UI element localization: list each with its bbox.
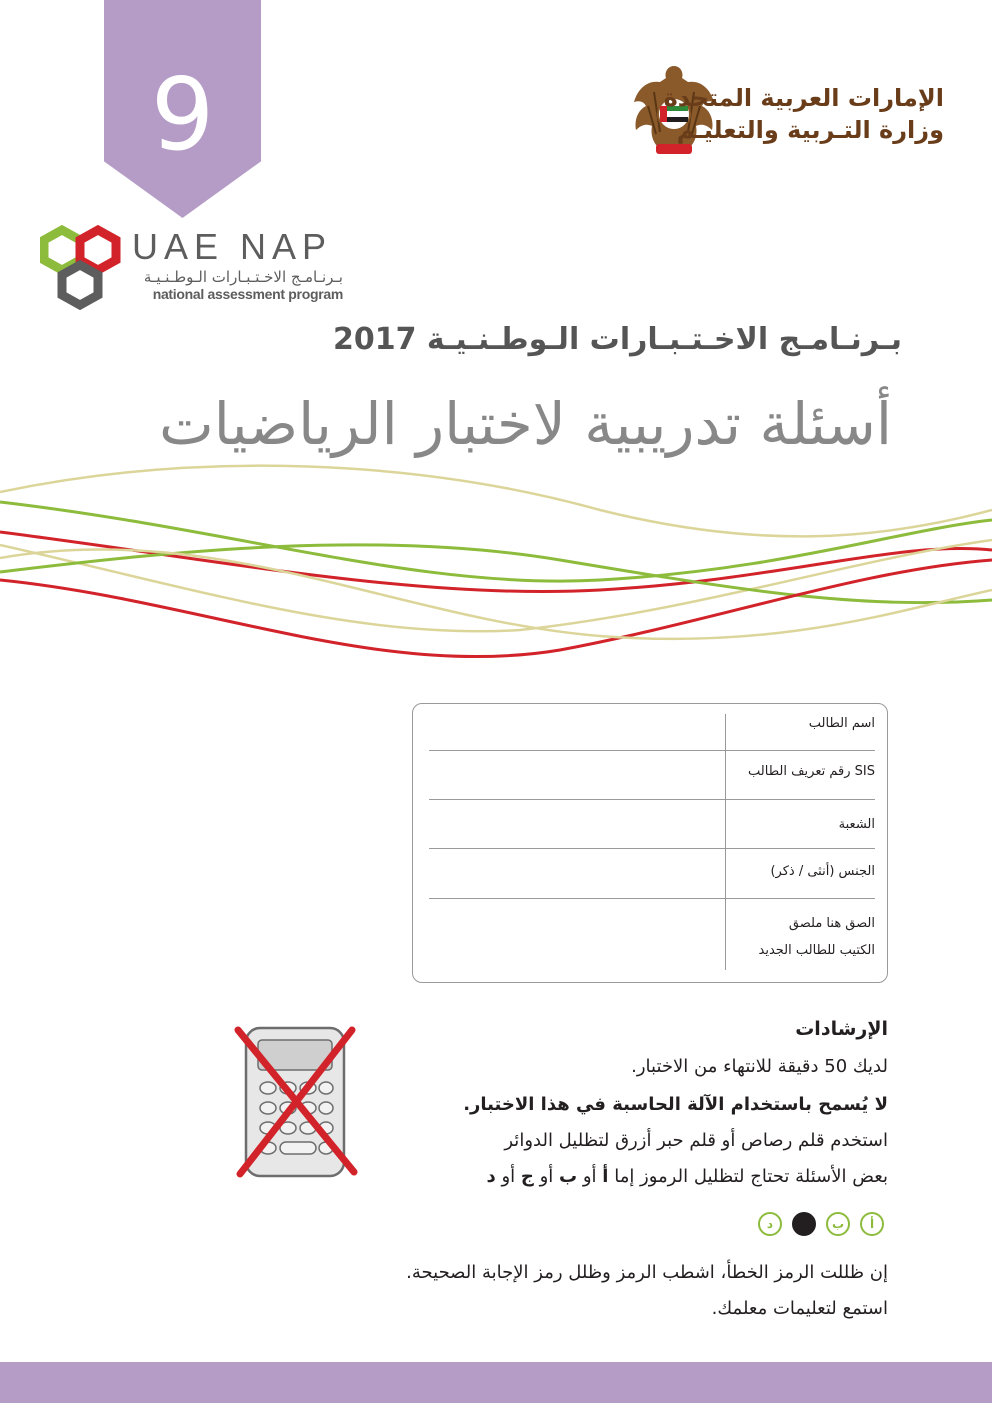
instruction-no-calculator: لا يُسمح باستخدام الآلة الحاسبة في هذا الاختبار. — [463, 1094, 888, 1115]
student-info-box — [412, 703, 888, 983]
bubble-d: د — [758, 1212, 782, 1236]
instruction-time: لديك 50 دقيقة للانتهاء من الاختبار. — [631, 1056, 888, 1077]
uae-eagle-emblem-icon — [630, 62, 718, 162]
shading-text: بعض الأسئلة تحتاج لتظليل الرموز إما — [614, 1166, 888, 1187]
answer-bubbles-example — [758, 1212, 888, 1240]
nap-logo-english: national assessment program — [152, 286, 343, 302]
section-field[interactable] — [429, 817, 713, 847]
symbol-c: ج — [520, 1166, 534, 1187]
student-sis-row — [429, 764, 875, 794]
sticker-label-line2: الكتيب للطالب الجديد — [758, 943, 875, 958]
student-sis-label: SIS رقم تعريف الطالب — [748, 764, 875, 779]
ministry-country-name: الإمارات العربية المتحدة — [663, 84, 944, 112]
student-sis-field[interactable] — [429, 764, 713, 794]
instructions-heading: الإرشادات — [795, 1018, 888, 1040]
instruction-correction: إن ظللت الرمز الخطأ، اشطب الرمز وظلل رمز الإجابة الصحيحة. — [406, 1262, 888, 1283]
gender-row — [429, 864, 875, 894]
or-text: أو — [501, 1166, 516, 1187]
symbol-d: د — [486, 1166, 496, 1187]
sticker-area[interactable] — [429, 916, 713, 966]
instruction-listen: استمع لتعليمات معلمك. — [711, 1298, 888, 1319]
instruction-pen: استخدم قلم رصاص أو قلم حبر أزرق لتظليل الدوائر — [504, 1130, 888, 1151]
nap-logo-text: UAE NAP — [132, 226, 333, 267]
bubble-filled — [792, 1212, 816, 1236]
symbol-a: أ — [602, 1166, 609, 1187]
section-row — [429, 817, 875, 847]
row-divider — [429, 848, 875, 849]
uae-nap-logo-icon — [40, 225, 130, 310]
main-title: أسئلة تدريبية لاختبار الرياضيات — [159, 390, 892, 458]
student-name-row — [429, 716, 875, 746]
decorative-waves — [0, 440, 992, 700]
symbol-b: ب — [559, 1166, 578, 1187]
student-name-label: اسم الطالب — [808, 716, 875, 731]
grade-number: 9 — [150, 56, 215, 173]
sticker-row — [429, 916, 875, 966]
or-text: أو — [539, 1166, 554, 1187]
row-divider — [429, 898, 875, 899]
program-title: بـرنـامـج الاخـتـبـارات الـوطـنـيـة 2017 — [332, 322, 902, 357]
row-divider — [429, 750, 875, 751]
bubble-b: ب — [826, 1212, 850, 1236]
instruction-shading — [486, 1166, 888, 1187]
crossed-out-calculator-icon — [232, 1022, 360, 1182]
sticker-label-line1: الصق هنا ملصق — [788, 916, 875, 931]
or-text: أو — [582, 1166, 597, 1187]
student-name-field[interactable] — [429, 716, 713, 746]
ministry-name: وزارة التـربية والتعليـم — [676, 116, 944, 144]
row-divider — [429, 799, 875, 800]
nap-logo-arabic: بـرنـامـج الاخـتـبـارات الـوطـنـيـة — [143, 268, 343, 286]
footer-bar — [0, 1362, 992, 1403]
gender-label: الجنس (أنثى / ذكر) — [770, 864, 875, 879]
section-label: الشعبة — [838, 817, 875, 832]
bubble-a: أ — [860, 1212, 884, 1236]
gender-field[interactable] — [429, 864, 713, 894]
